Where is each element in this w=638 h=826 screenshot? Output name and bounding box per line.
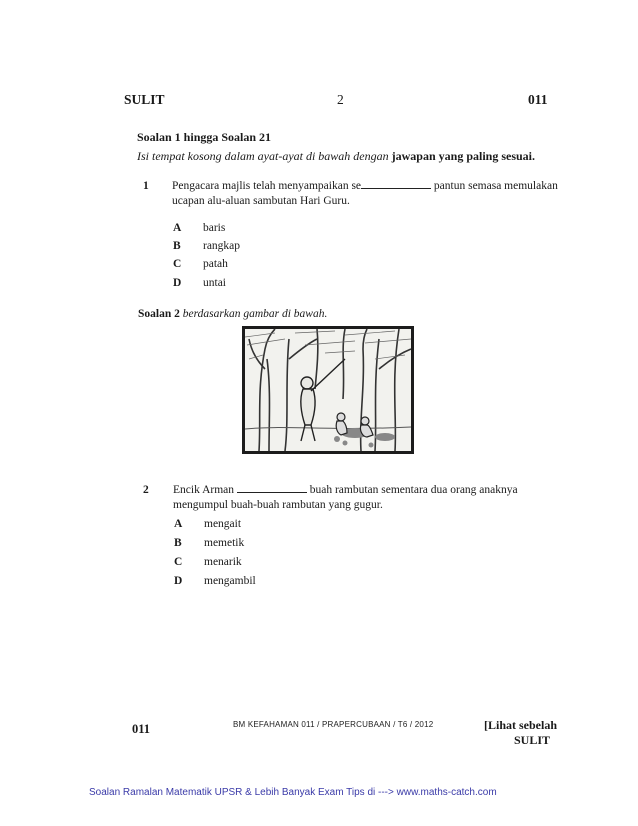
question1-text-after: pantun semasa memulakan (433, 180, 558, 192)
q1-option-d-text: untai (203, 277, 226, 289)
q1-option-c-letter: C (173, 258, 182, 270)
footer-paper-info: BM KEFAHAMAN 011 / PRAPERCUBAAN / T6 / 2012 (233, 720, 434, 729)
q1-option-b-text: rangkap (203, 240, 241, 252)
section2-title-italic: berdasarkan gambar di bawah. (182, 308, 328, 320)
q1-option-a-text: baris (203, 222, 226, 234)
question2-line1 (173, 484, 518, 496)
instruction-italic: Isi tempat kosong dalam ayat-ayat di bawah dengan (137, 149, 389, 163)
banner-link[interactable]: Soalan Ramalan Matematik UPSR & Lebih Banyak Exam Tips di ---> www.maths-catch.com (89, 787, 497, 798)
q1-option-d-letter: D (173, 277, 182, 289)
instruction-bold: jawapan yang paling sesuai. (391, 149, 536, 163)
question1-blank (361, 188, 431, 189)
q2-option-c-letter: C (174, 556, 183, 568)
question2-text-after: buah rambutan sementara dua orang anaknya (309, 484, 518, 496)
section1-title: Soalan 1 hingga Soalan 21 (137, 130, 272, 144)
question1-line2: ucapan alu-aluan sambutan Hari Guru. (172, 195, 350, 207)
q2-option-a-text: mengait (204, 518, 242, 530)
q2-option-b-letter: B (174, 537, 182, 549)
q1-option-b-letter: B (173, 240, 181, 252)
q2-option-d-text: mengambil (204, 575, 256, 587)
q2-option-d-letter: D (174, 575, 183, 587)
orchard-drawing (245, 329, 411, 451)
question2-text-before: Encik Arman (173, 484, 234, 496)
footer-sulit: SULIT (514, 733, 551, 747)
question2-line2: mengumpul buah-buah rambutan yang gugur. (173, 499, 383, 511)
question1-number: 1 (143, 180, 149, 192)
header-code: 011 (528, 92, 548, 107)
page-number: 2 (337, 92, 344, 107)
q1-option-c-text: patah (203, 258, 228, 270)
footer-see-next: [Lihat sebelah (484, 718, 558, 732)
q1-option-a-letter: A (173, 222, 182, 234)
question1-line1 (172, 180, 558, 192)
question1-text-before: Pengacara majlis telah menyampaikan se (172, 180, 362, 192)
question2-number: 2 (143, 484, 149, 496)
q2-option-a-letter: A (174, 518, 183, 530)
footer-code: 011 (132, 722, 151, 736)
question2-blank (237, 492, 307, 493)
q2-option-c-text: menarik (204, 556, 242, 568)
section2-title-bold: Soalan 2 (138, 308, 180, 320)
question2-illustration (242, 326, 414, 454)
header-sulit: SULIT (124, 92, 165, 107)
q2-option-b-text: memetik (204, 537, 245, 549)
section2-title (138, 308, 327, 320)
section1-instruction (137, 149, 535, 164)
